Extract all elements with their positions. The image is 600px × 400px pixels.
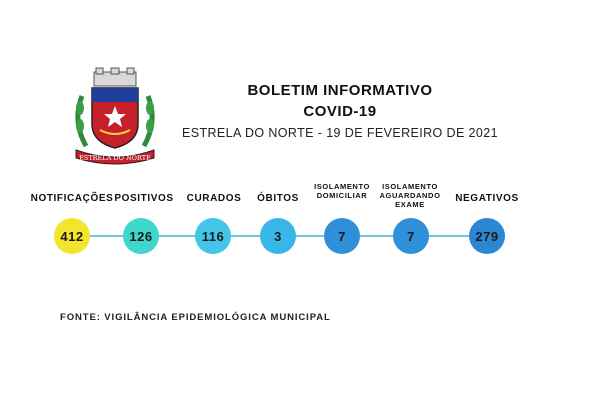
label-obitos: ÓBITOS (257, 193, 299, 204)
stat-circle-obitos: 3 (260, 218, 296, 254)
stat-circle-negativos: 279 (469, 218, 505, 254)
stat-circle-curados: 116 (195, 218, 231, 254)
label-negativos: NEGATIVOS (455, 193, 519, 204)
label-positivos: POSITIVOS (114, 193, 174, 204)
label-isolamento-domiciliar-line1: ISOLAMENTO (314, 182, 370, 191)
stat-circle-isolamento-domiciliar: 7 (324, 218, 360, 254)
bulletin-title: BOLETIM INFORMATIVO (247, 82, 433, 99)
source-footer: FONTE: VIGILÂNCIA EPIDEMIOLÓGICA MUNICIPAL (60, 312, 331, 323)
stat-circle-positivos: 126 (123, 218, 159, 254)
crest-ribbon-text: ESTRELA DO NORTE (79, 154, 151, 162)
label-isolamento-domiciliar (314, 182, 370, 200)
label-isolamento-aguardando-line2: AGUARDANDO (379, 191, 441, 200)
stat-circle-notificacoes: 412 (54, 218, 90, 254)
stat-circle-isolamento-aguardando: 7 (393, 218, 429, 254)
label-notificacoes: NOTIFICAÇÕES (30, 193, 114, 204)
bulletin-topic: COVID-19 (303, 103, 377, 120)
label-isolamento-aguardando (380, 182, 441, 209)
bulletin-date-location: ESTRELA DO NORTE - 19 DE FEVEREIRO DE 2021 (182, 126, 498, 140)
label-curados: CURADOS (186, 193, 242, 204)
label-isolamento-aguardando-line1: ISOLAMENTO (382, 182, 438, 191)
label-isolamento-domiciliar-line2: DOMICILIAR (316, 191, 368, 200)
municipal-crest-logo (70, 66, 160, 166)
label-isolamento-aguardando-line3: EXAME (395, 200, 425, 209)
